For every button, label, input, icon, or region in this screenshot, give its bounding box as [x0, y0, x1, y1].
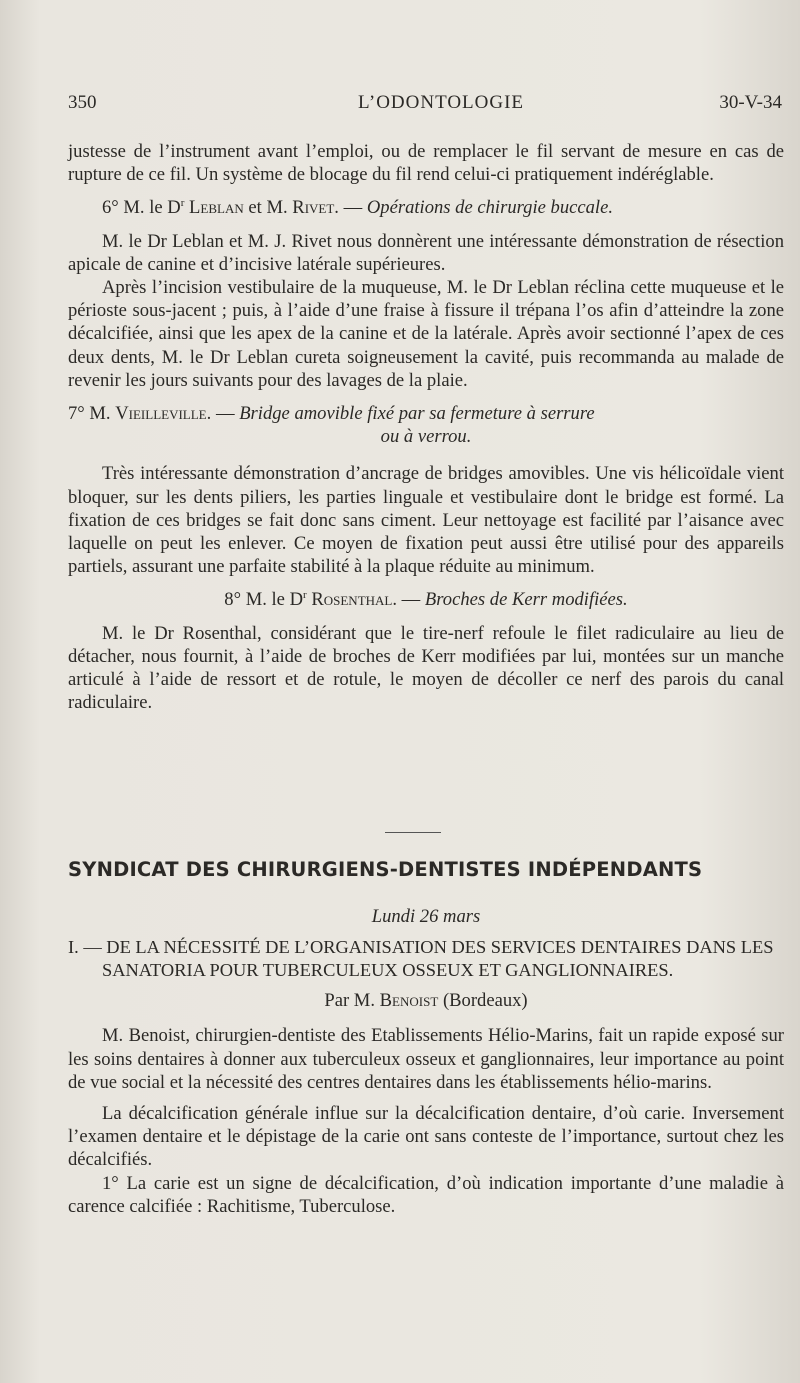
paragraph-2: M. le Dr Leblan et M. J. Rivet nous donnèrent une intéressante démonstration de résection apicale de canine et d’incisive latérale supérieures. [68, 230, 784, 275]
paragraph-5: M. le Dr Rosenthal, considérant que le tire-nerf refoule le filet radiculaire au lieu de détacher, nous fournit, à l’aide de broches de Kerr modifiées par lui, montées sur un manche articulé à l’aide de ressort et de rotule, le moyen de décoller ce nerf des parois du canal radiculaire. [68, 622, 784, 714]
running-header [68, 92, 782, 120]
paragraph-3: Après l’incision vestibulaire de la muqueuse, M. le Dr Leblan réclina cette muqueuse et le périoste sous-jacent ; puis, à l’aide d’une fraise à fissure il trépana l’os afin d’atteindre la zone décalcifiée, ainsi que les apex de la canine et de la latérale. Après avoir sectionné l’apex de ces deux dents, M. le Dr Leblan cureta soigneusement la cavité, puis recommanda au malade de revenir les jours suivants pour des lavages de la plaie. [68, 277, 784, 391]
author-line: Par M. Benoist (Bordeaux) [324, 990, 528, 1012]
article-body [68, 140, 784, 714]
paragraph-1: justesse de l’instrument avant l’emploi, ou de remplacer le fil servant de mesure en cas de rupture de ce fil. Un système de blocage du fil rend celui-ci pratiquement indéréglable. [68, 141, 784, 186]
item-6-heading: 6° M. le $D^r$ Leblan et M. Rivet. — Opérations de chirurgie buccale. [102, 197, 613, 219]
issue-date: 30-V-34 [719, 92, 782, 113]
paragraph-7: La décalcification générale influe sur la décalcification dentaire, d’où carie. Inversement l’examen dentaire et le dépistage de la carie ont sans conteste de l’importance, surtout chez les décalcifiés. [68, 1103, 784, 1171]
paragraph-4: Très intéressante démonstration d’ancrage de bridges amovibles. Une vis hélicoïdale vient bloquer, sur les dents piliers, les parties linguale et vestibulaire dont le bridge est formé. La fixation de ces bridges se fait donc sans ciment. Leur nettoyage est facilité par l’aisance avec laquelle on peut les enlever. Ce moyen de fixation peut aussi être utilisé pour des appareils partiels, assurant une parfaite stabilité à la plaque réduite au minimum. [68, 463, 784, 578]
page-number: 350 [68, 92, 97, 113]
section-divider [385, 832, 441, 833]
session-date: Lundi 26 mars [371, 906, 481, 927]
paragraph-8: 1° La carie est un signe de décalcification, d’où indication importante d’une maladie à carence calcifiée : Rachitisme, Tuberculose. [68, 1172, 784, 1217]
section-body [68, 905, 784, 1218]
item-7-heading: 7° M. Vieilleville. — Bridge amovible fixé par sa fermeture à serrure [68, 403, 595, 425]
item-7-heading-cont: ou à verrou. [380, 426, 472, 448]
item-1-title: I. — DE LA NÉCESSITÉ DE L’ORGANISATION DES SERVICES DENTAIRES DANS LES SANATORIA POUR TUBERCULEUX OSSEUX ET GANGLIONNAIRES. [68, 937, 774, 980]
paragraph-6: M. Benoist, chirurgien-dentiste des Etablissements Hélio-Marins, fait un rapide exposé sur les soins dentaires à donner aux tuberculeux osseux et ganglionnaires, leur importance au point de vue social et la nécessité des centres dentaires dans les établissements hélio-marins. [68, 1025, 784, 1093]
section-heading: SYNDICAT DES CHIRURGIENS-DENTISTES INDÉPENDANTS [68, 858, 703, 881]
journal-title: L’ODONTOLOGIE [358, 92, 525, 113]
item-8-heading: 8° M. le $D^r$ Rosenthal. — Broches de Kerr modifiées. [224, 589, 628, 611]
